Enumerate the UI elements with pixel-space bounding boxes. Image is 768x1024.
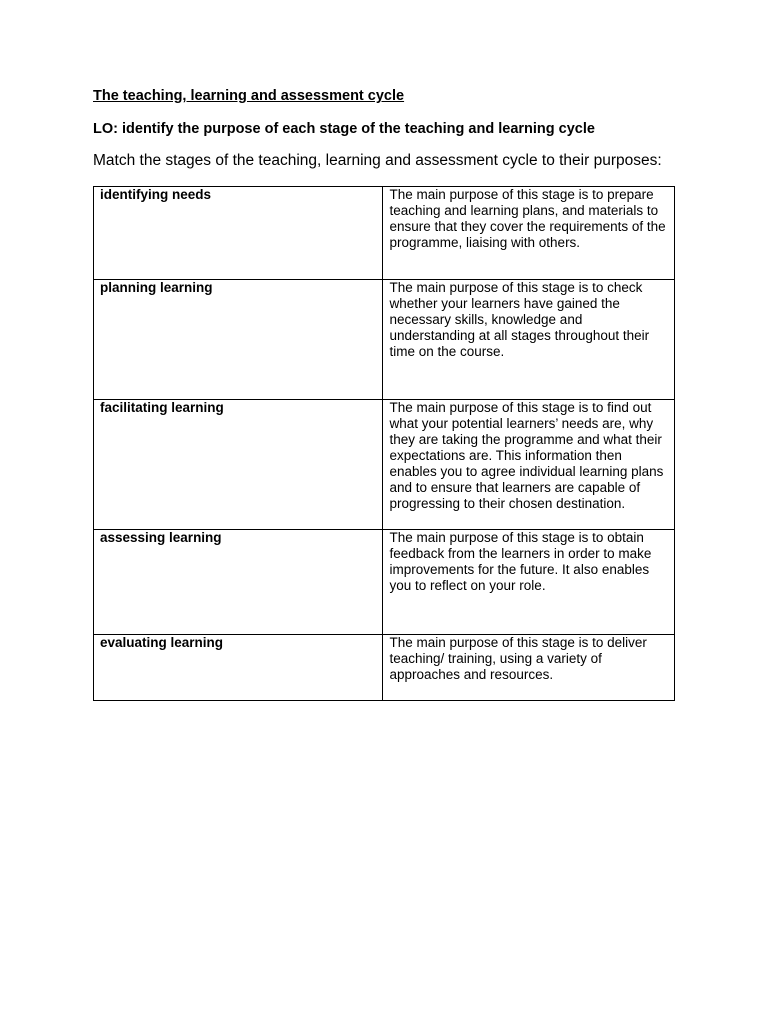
purpose-cell: The main purpose of this stage is to find out what your potential learners’ needs are, why they are taking the programme and what their expectations are. This information then enables you to agree individual learning plans and to ensure that learners are capable of progressing to their chosen destination. [383, 400, 675, 530]
table-row [94, 530, 675, 635]
table-row [94, 280, 675, 400]
stage-cell: facilitating learning [94, 400, 383, 530]
purpose-cell: The main purpose of this stage is to prepare teaching and learning plans, and materials to ensure that they cover the requirements of the programme, liaising with others. [383, 187, 675, 280]
purpose-cell: The main purpose of this stage is to obtain feedback from the learners in order to make improvements for the future. It also enables you to reflect on your role. [383, 530, 675, 635]
document-title: The teaching, learning and assessment cycle [93, 88, 405, 104]
instructions-text: Match the stages of the teaching, learning and assessment cycle to their purposes: [93, 152, 662, 169]
learning-objective: LO: identify the purpose of each stage of the teaching and learning cycle [93, 121, 595, 137]
stage-cell: identifying needs [94, 187, 383, 280]
table-row [94, 635, 675, 701]
stage-cell: assessing learning [94, 530, 383, 635]
purpose-cell: The main purpose of this stage is to deliver teaching/ training, using a variety of approaches and resources. [383, 635, 675, 701]
stage-cell: planning learning [94, 280, 383, 400]
table-row [94, 187, 675, 280]
table-row [94, 400, 675, 530]
document-page [93, 86, 675, 701]
stage-cell: evaluating learning [94, 635, 383, 701]
purpose-cell: The main purpose of this stage is to check whether your learners have gained the necessary skills, knowledge and understanding at all stages throughout their time on the course. [383, 280, 675, 400]
matching-table [93, 186, 675, 701]
